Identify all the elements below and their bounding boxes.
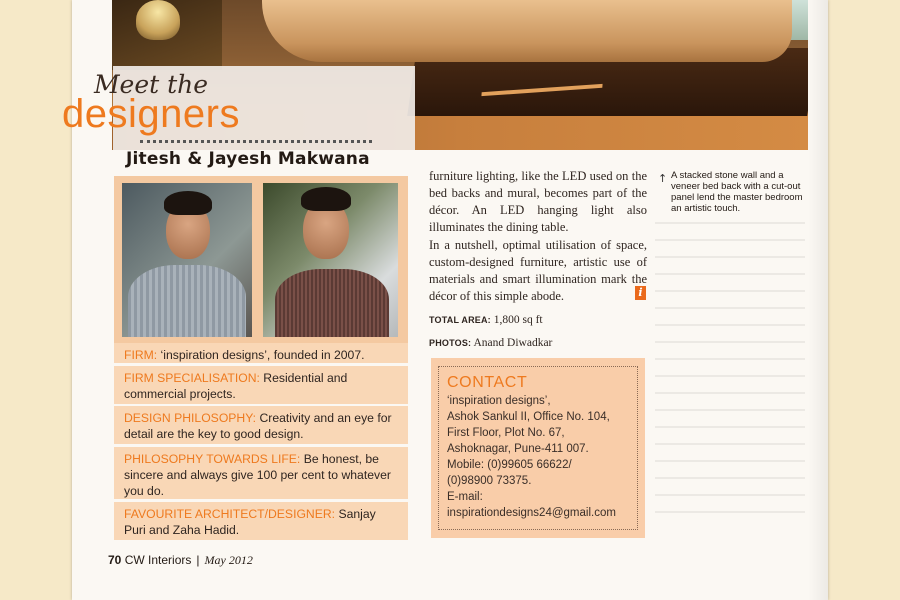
- photo-credit: [429, 337, 552, 349]
- profile-firm: [114, 343, 408, 363]
- photo-credit-value: Anand Diwadkar: [473, 337, 553, 349]
- photo-credit-label: PHOTOS:: [429, 338, 472, 348]
- body-paragraph-1: furniture lighting, like the LED used on the bed backs and mural, becomes part of the décor. An LED hanging light also illuminates the dining table.: [429, 169, 647, 234]
- profile-design-philosophy: [114, 406, 408, 444]
- contact-email: inspirationdesigns24@gmail.com: [447, 507, 616, 519]
- caption-arrow-icon: ↑: [658, 172, 668, 185]
- profile-label: FIRM SPECIALISATION:: [124, 371, 260, 385]
- profile-label: FAVOURITE ARCHITECT/DESIGNER:: [124, 507, 336, 521]
- total-area-label: TOTAL AREA:: [429, 315, 491, 325]
- title-meet: Meet the: [93, 70, 209, 99]
- portrait-shirt: [275, 269, 389, 337]
- title-designers: designers: [62, 92, 240, 136]
- total-area: [429, 314, 543, 326]
- decor-lamp: [136, 0, 180, 40]
- contact-line: E-mail:: [447, 491, 483, 503]
- magazine-name: CW Interiors: [124, 553, 192, 567]
- profile-value: Be honest, be sincere and always give 100 per cent to whatever you do.: [124, 452, 391, 498]
- profile-life-philosophy: [114, 447, 408, 499]
- contact-line: First Floor, Plot No. 67,: [447, 427, 565, 439]
- profile-favourite-architect: [114, 502, 408, 540]
- profile-value: Creativity and an eye for detail are the key to good design.: [124, 411, 392, 441]
- bed-mattress: [262, 0, 792, 62]
- page-footer: [108, 553, 253, 568]
- article-end-icon: i: [635, 286, 646, 300]
- portrait-jitesh: [122, 183, 252, 337]
- show-through-text: [655, 222, 805, 522]
- total-area-value: 1,800 sq ft: [493, 314, 543, 326]
- page-edge-shadow: [808, 0, 828, 600]
- profile-label: DESIGN PHILOSOPHY:: [124, 411, 257, 425]
- profile-label: PHILOSOPHY TOWARDS LIFE:: [124, 452, 301, 466]
- contact-line: Ashoknagar, Pune-411 007.: [447, 443, 589, 455]
- portrait-shirt: [128, 265, 246, 337]
- page-number: 70: [108, 553, 122, 567]
- profile-label: FIRM:: [124, 348, 158, 362]
- contact-line: Ashok Sankul II, Office No. 104,: [447, 411, 610, 423]
- issue-date: May 2012: [204, 553, 253, 567]
- contact-line: Mobile: (0)99605 66622/: [447, 459, 572, 471]
- portrait-hair: [164, 191, 212, 215]
- designer-names: Jitesh & Jayesh Makwana: [126, 149, 370, 169]
- footer-separator: |: [196, 553, 200, 567]
- photo-caption: A stacked stone wall and a veneer bed back with a cut-out panel lend the master bedroom an artistic touch.: [671, 170, 803, 214]
- profile-specialisation: [114, 366, 408, 404]
- contact-title: CONTACT: [447, 374, 528, 391]
- portrait-hair: [301, 187, 351, 211]
- profile-value: Sanjay Puri and Zaha Hadid.: [124, 507, 376, 537]
- portrait-jayesh: [263, 183, 398, 337]
- contact-line: (0)98900 73375.: [447, 475, 532, 487]
- contact-line: ‘inspiration designs’,: [447, 395, 551, 407]
- body-paragraph-2: In a nutshell, optimal utilisation of space, custom-designed furniture, artistic use of materials and smart illumination mark the décor of this simple abode.: [429, 238, 647, 303]
- profile-value: Residential and commercial projects.: [124, 371, 348, 401]
- dotted-divider: [140, 140, 372, 143]
- profile-value: ‘inspiration designs’, founded in 2007.: [157, 348, 365, 362]
